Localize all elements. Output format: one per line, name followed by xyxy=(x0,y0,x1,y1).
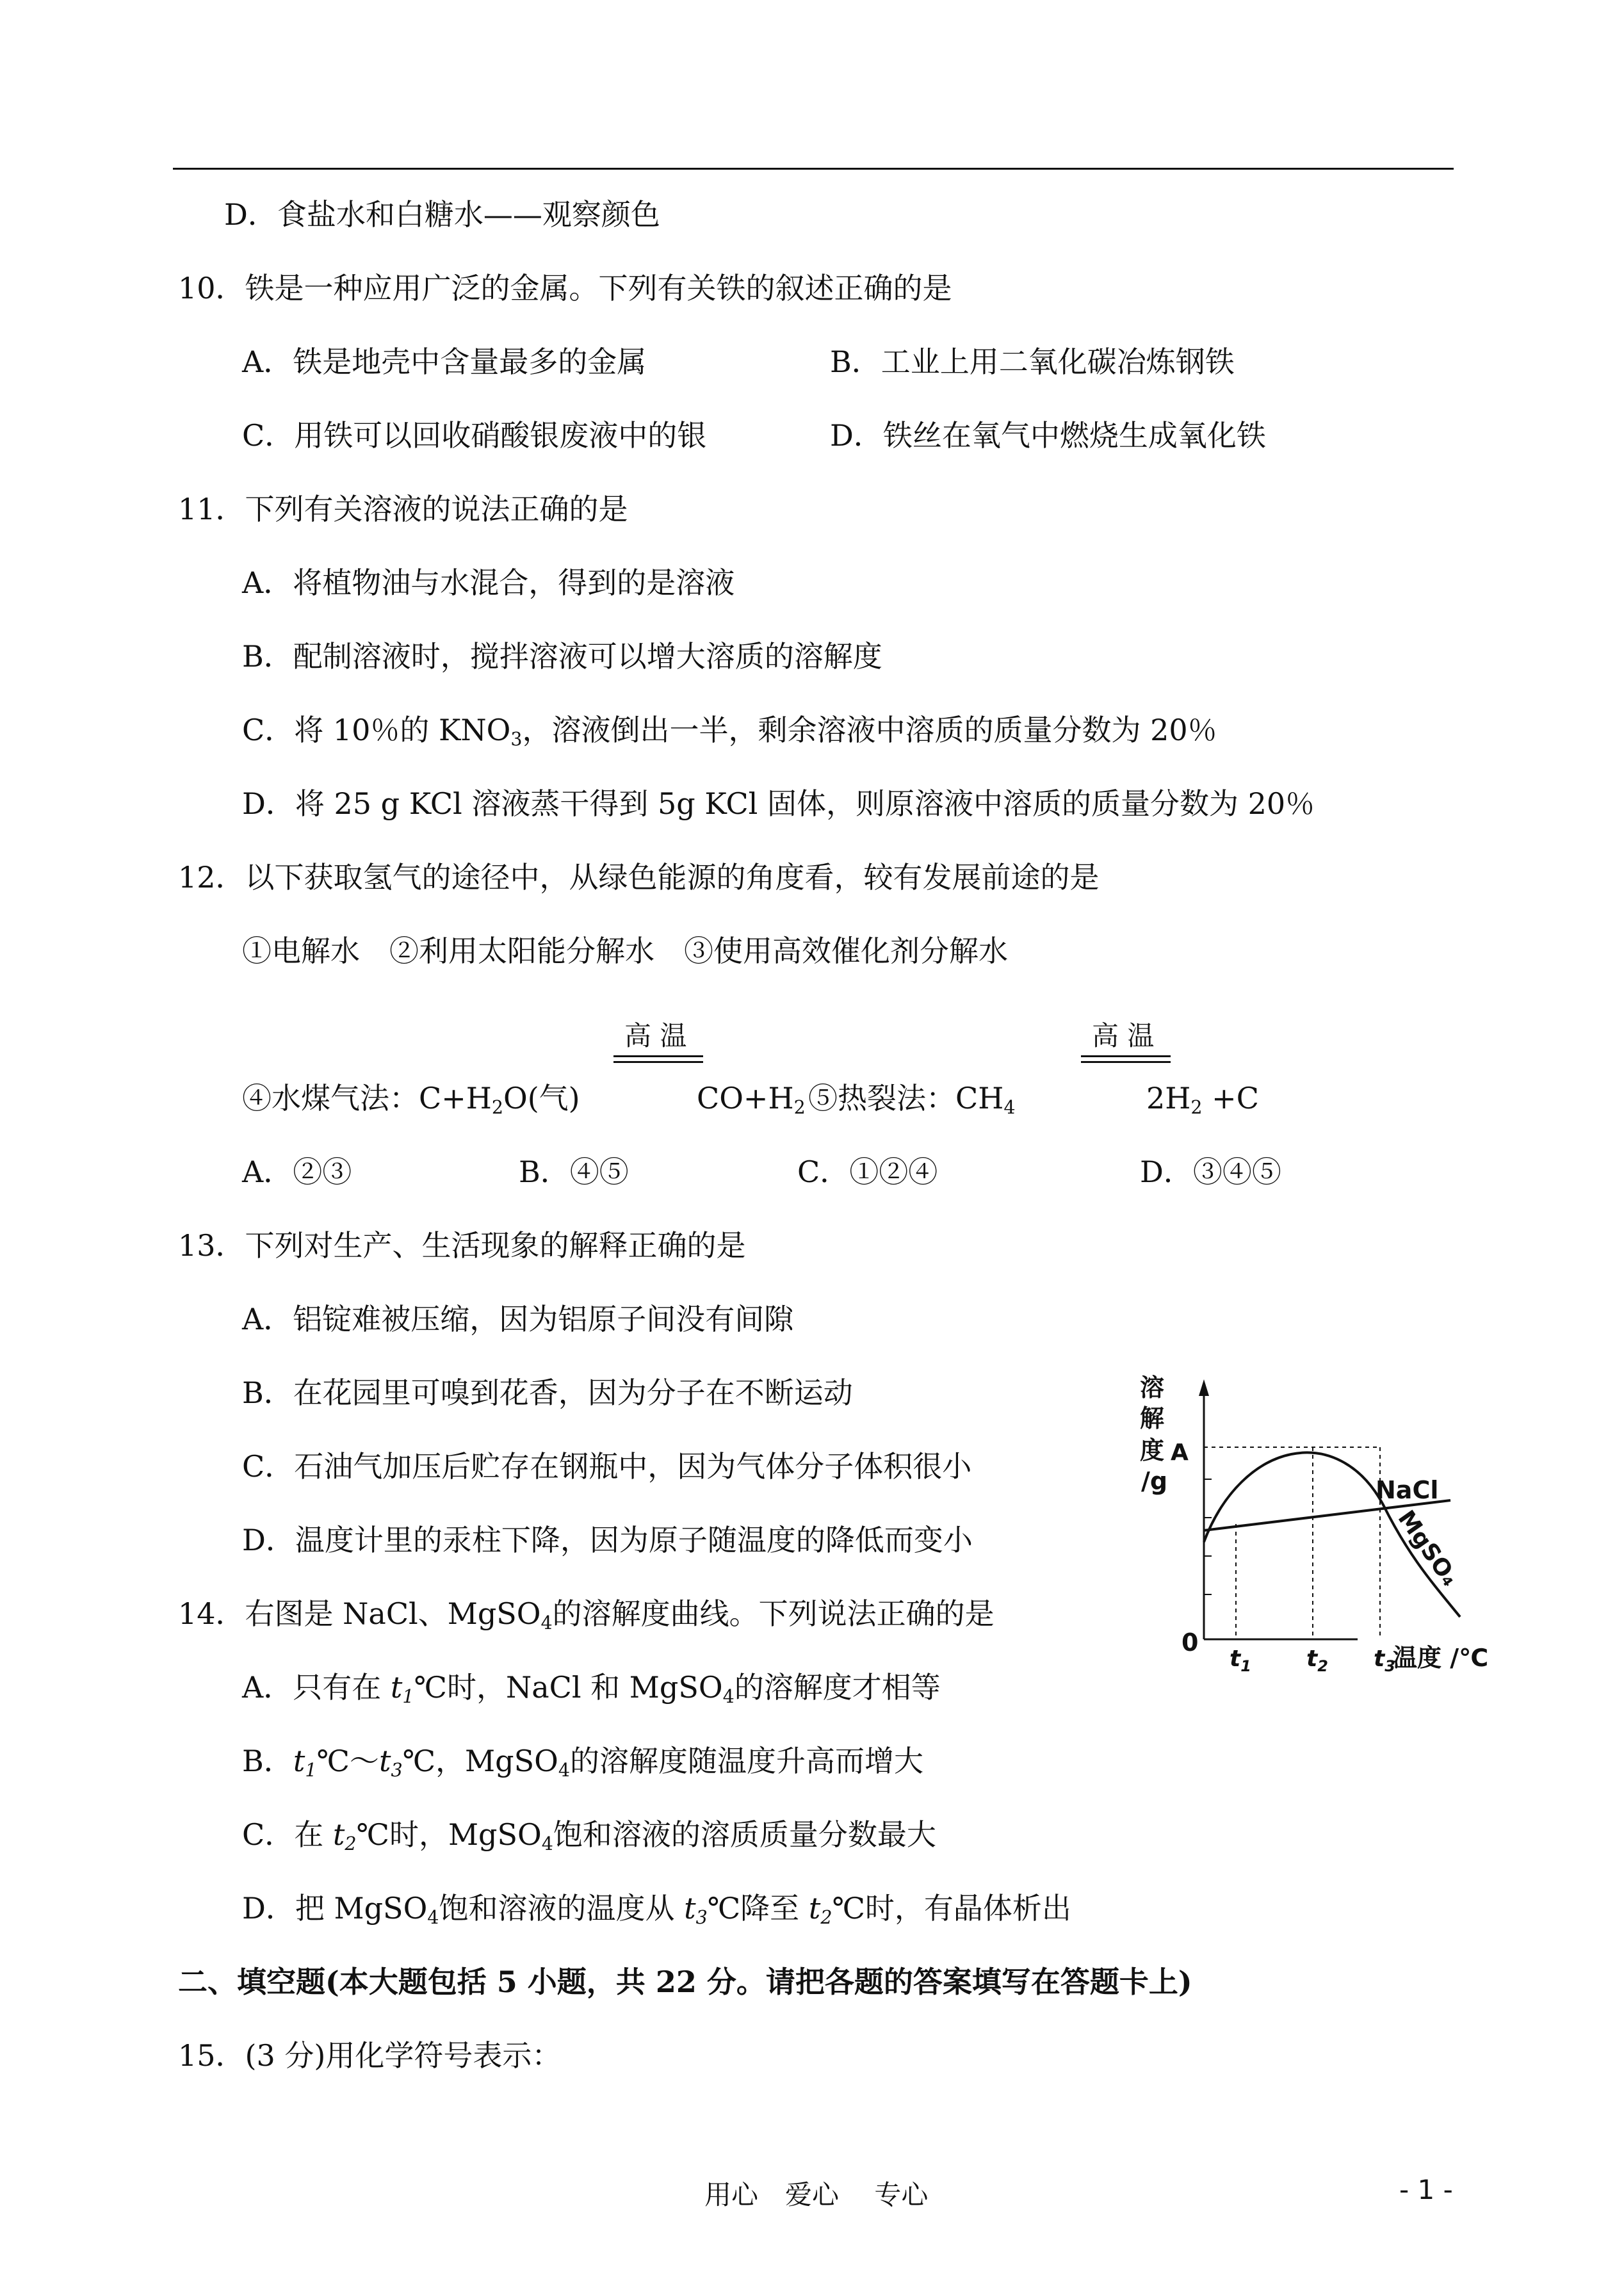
q11-option-a: A．将植物油与水混合，得到的是溶液 xyxy=(242,565,735,600)
chart-ylabel-4: /g xyxy=(1141,1467,1168,1495)
page-number: - 1 - xyxy=(1399,2174,1453,2205)
q14-option-d: D．把 MgSO$_4$饱和溶液的温度从 $t_3℃$降至 $t_2℃$时，有晶体析出 xyxy=(242,1891,1071,1928)
q10-stem: 10．铁是一种应用广泛的金属。下列有关铁的叙述正确的是 xyxy=(178,271,952,305)
q11-option-b: B．配制溶液时，搅拌溶液可以增大溶质的溶解度 xyxy=(242,639,882,674)
q12-way-4-product: $CO+H_2$ xyxy=(697,1081,806,1118)
q9-option-d: D．食盐水和白糖水——观察颜色 xyxy=(224,197,660,232)
chart-nacl-label: NaCl xyxy=(1376,1476,1439,1504)
q13-option-d: D．温度计里的汞柱下降，因为原子随温度的降低而变小 xyxy=(242,1523,973,1557)
q12-condition-bar-1a xyxy=(613,1055,703,1057)
q12-option-d: D．③④⑤ xyxy=(1140,1155,1281,1189)
q10-option-a: A．铁是地壳中含量最多的金属 xyxy=(242,345,647,379)
q14-stem: 14．右图是 NaCl、MgSO$_4$的溶解度曲线。下列说法正确的是 xyxy=(178,1596,995,1634)
q12-option-b: B．④⑤ xyxy=(519,1155,629,1189)
q11-option-c: C．将 10％的 $KNO_3$，溶液倒出一半，剩余溶液中溶质的质量分数为 20％ xyxy=(242,713,1217,750)
q13-option-a: A．铝锭难被压缩，因为铝原子间没有间隙 xyxy=(242,1302,794,1336)
chart-ylabel-1: 溶 xyxy=(1140,1374,1165,1402)
q10-option-d: D．铁丝在氧气中燃烧生成氧化铁 xyxy=(830,418,1266,453)
q14-option-b: B．$t_1℃\sim t_3℃$，MgSO$_4$的溶解度随温度升高而增大 xyxy=(242,1744,923,1781)
q12-way-5-product: $2H_2 +C$ xyxy=(1146,1081,1259,1118)
q14-option-c: C．在 $t_2℃$时，MgSO$_4$饱和溶液的溶质质量分数最大 xyxy=(242,1817,936,1854)
q13-option-c: C．石油气加压后贮存在钢瓶中，因为气体分子体积很小 xyxy=(242,1449,972,1484)
section-2-title: 二、填空题(本大题包括 5 小题，共 22 分。请把各题的答案填写在答题卡上) xyxy=(178,1965,1192,1999)
chart-y-axis-arrow xyxy=(1199,1379,1209,1396)
chart-a-label: A xyxy=(1171,1439,1189,1466)
q12-condition-2: 高 温 xyxy=(1092,1020,1155,1051)
q12-way-4: ④水煤气法：$C+H_2O$(气) xyxy=(242,1081,580,1118)
chart-t3-label: $t_3$ xyxy=(1374,1646,1395,1675)
q12-ways: ①电解水 ②利用太阳能分解水 ③使用高效催化剂分解水 xyxy=(242,934,1008,968)
header-rule xyxy=(173,168,1454,170)
q12-condition-bar-1b xyxy=(613,1061,703,1063)
solubility-chart xyxy=(1127,1370,1498,1678)
q12-condition-1: 高 温 xyxy=(624,1020,687,1051)
q13-option-b: B．在花园里可嗅到花香，因为分子在不断运动 xyxy=(242,1375,853,1410)
q15-stem: 15．(3 分)用化学符号表示： xyxy=(178,2038,562,2073)
q12-condition-bar-2a xyxy=(1081,1055,1171,1057)
q10-option-c: C．用铁可以回收硝酸银废液中的银 xyxy=(242,418,707,453)
q12-stem: 12．以下获取氢气的途径中，从绿色能源的角度看，较有发展前途的是 xyxy=(178,860,1100,895)
chart-ylabel-3: 度 xyxy=(1140,1436,1165,1464)
chart-xlabel: 温度 /℃ xyxy=(1393,1644,1489,1672)
q11-stem: 11．下列有关溶液的说法正确的是 xyxy=(178,492,628,526)
chart-mgso4-label: MgSO₄ xyxy=(1392,1505,1464,1591)
chart-origin-label: 0 xyxy=(1181,1628,1199,1657)
q14-option-a: A．只有在 $t_1℃$时，NaCl 和 MgSO$_4$的溶解度才相等 xyxy=(242,1670,941,1707)
q10-option-b: B．工业上用二氧化碳冶炼钢铁 xyxy=(830,345,1235,379)
chart-ylabel-2: 解 xyxy=(1140,1404,1165,1432)
q12-way-5: ⑤热裂法：$CH_4$ xyxy=(808,1081,1016,1118)
chart-t2-label: $t_2$ xyxy=(1306,1646,1328,1675)
chart-t1-label: $t_1$ xyxy=(1230,1646,1251,1675)
q12-option-a: A．②③ xyxy=(242,1155,352,1189)
q11-option-d: D．将 25 g KCl 溶液蒸干得到 5g KCl 固体，则原溶液中溶质的质量分数为 20％ xyxy=(242,786,1315,821)
q13-stem: 13．下列对生产、生活现象的解释正确的是 xyxy=(178,1228,746,1263)
q12-condition-bar-2b xyxy=(1081,1061,1171,1063)
footer-motto: 用心 爱心 专心 xyxy=(704,2179,929,2210)
q12-option-c: C．①②④ xyxy=(797,1155,938,1189)
